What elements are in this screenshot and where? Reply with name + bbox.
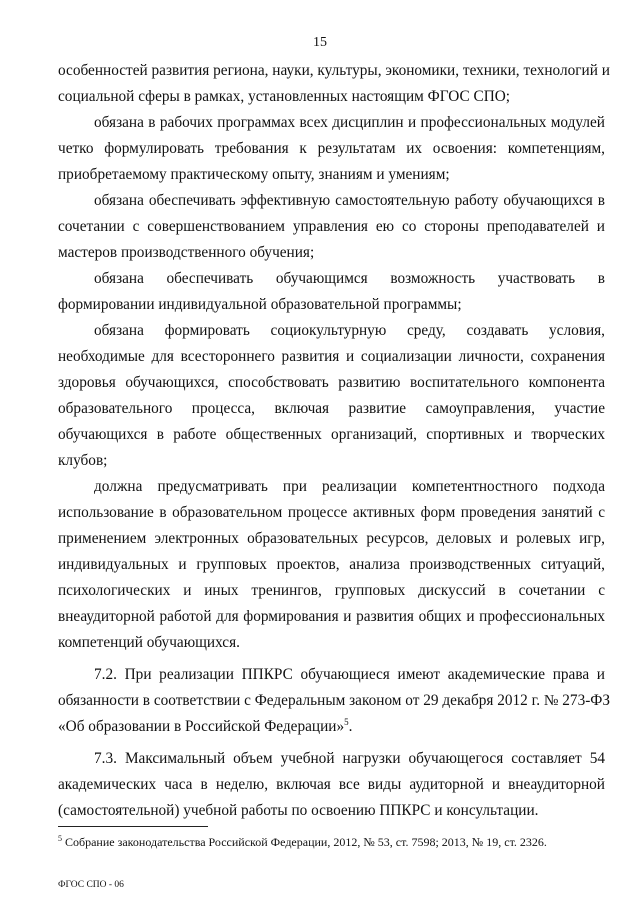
text-line: 7.3. Максимальный объем учебной нагрузки обучающегося составляет 54 bbox=[94, 750, 605, 767]
text-line: компетенций обучающихся. bbox=[58, 634, 240, 651]
text-line: сочетании с совершенствованием управления ею со стороны преподавателей и bbox=[58, 218, 605, 235]
text-line: приобретаемому практическому опыту, знаниям и умениям; bbox=[58, 166, 450, 183]
text-line: обязана обеспечивать эффективную самостоятельную работу обучающихся в bbox=[94, 192, 605, 209]
footnote bbox=[58, 835, 605, 850]
text-line: особенностей развития региона, науки, культуры, экономики, техники, технологий и bbox=[58, 62, 610, 79]
footnote-reference[interactable]: 5 bbox=[344, 716, 349, 727]
text-line: должна предусматривать при реализации компетентностного подхода bbox=[94, 478, 605, 495]
text-line: 7.2. При реализации ППКРС обучающиеся имеют академические права и bbox=[94, 666, 605, 683]
law-title: «Об образовании в Российской Федерации» bbox=[58, 718, 345, 735]
text-line: индивидуальных и групповых проектов, анализа производственных ситуаций, bbox=[58, 556, 605, 573]
footnote-marker: 5 bbox=[58, 834, 62, 843]
text-line: обязана формировать социокультурную среду, создавать условия, bbox=[94, 322, 605, 339]
document-body bbox=[58, 58, 611, 824]
text-line: образовательного процесса, включая развитие самоуправления, участие bbox=[58, 400, 605, 417]
text-line: необходимые для всестороннего развития и социализации личности, сохранения bbox=[58, 348, 605, 365]
document-code: ФГОС СПО - 06 bbox=[58, 880, 124, 890]
text-line: четко формулировать требования к результатам их освоения: компетенциям, bbox=[58, 140, 605, 157]
text-line: использование в образовательном процессе активных форм проведения занятий с bbox=[58, 504, 605, 521]
text-line: формировании индивидуальной образовательной программы; bbox=[58, 296, 462, 313]
page-number: 15 bbox=[313, 35, 327, 50]
text-line: мастеров производственного обучения; bbox=[58, 244, 315, 261]
sentence-end: . bbox=[348, 718, 353, 735]
text-line: обязанности в соответствии с Федеральным законом от 29 декабря 2012 г. № 273-ФЗ bbox=[58, 692, 611, 709]
text-line: психологических и иных тренингов, групповых дискуссий в сочетании с bbox=[58, 582, 605, 599]
text-line: обучающихся в работе общественных организаций, спортивных и творческих bbox=[58, 426, 605, 443]
text-line bbox=[58, 714, 605, 740]
text-line: здоровья обучающихся, способствовать развитию воспитательного компонента bbox=[58, 374, 605, 391]
footnote-text: Собрание законодательства Российской Федерации, 2012, № 53, ст. 7598; 2013, № 19, ст. 2326. bbox=[62, 835, 547, 849]
text-line: социальной сферы в рамках, установленных настоящим ФГОС СПО; bbox=[58, 88, 511, 105]
text-line: применением электронных образовательных ресурсов, деловых и ролевых игр, bbox=[58, 530, 605, 547]
text-line: (самостоятельной) учебной работы по освоению ППКРС и консультации. bbox=[58, 802, 539, 819]
text-line: обязана обеспечивать обучающимся возможность участвовать в bbox=[94, 270, 605, 287]
text-line: обязана в рабочих программах всех дисциплин и профессиональных модулей bbox=[94, 114, 605, 131]
text-line: академических часа в неделю, включая все виды аудиторной и внеаудиторной bbox=[58, 776, 605, 793]
text-line: внеаудиторной работой для формирования и развития общих и профессиональных bbox=[58, 608, 605, 625]
footnote-separator bbox=[58, 826, 208, 827]
text-line: клубов; bbox=[58, 452, 108, 469]
